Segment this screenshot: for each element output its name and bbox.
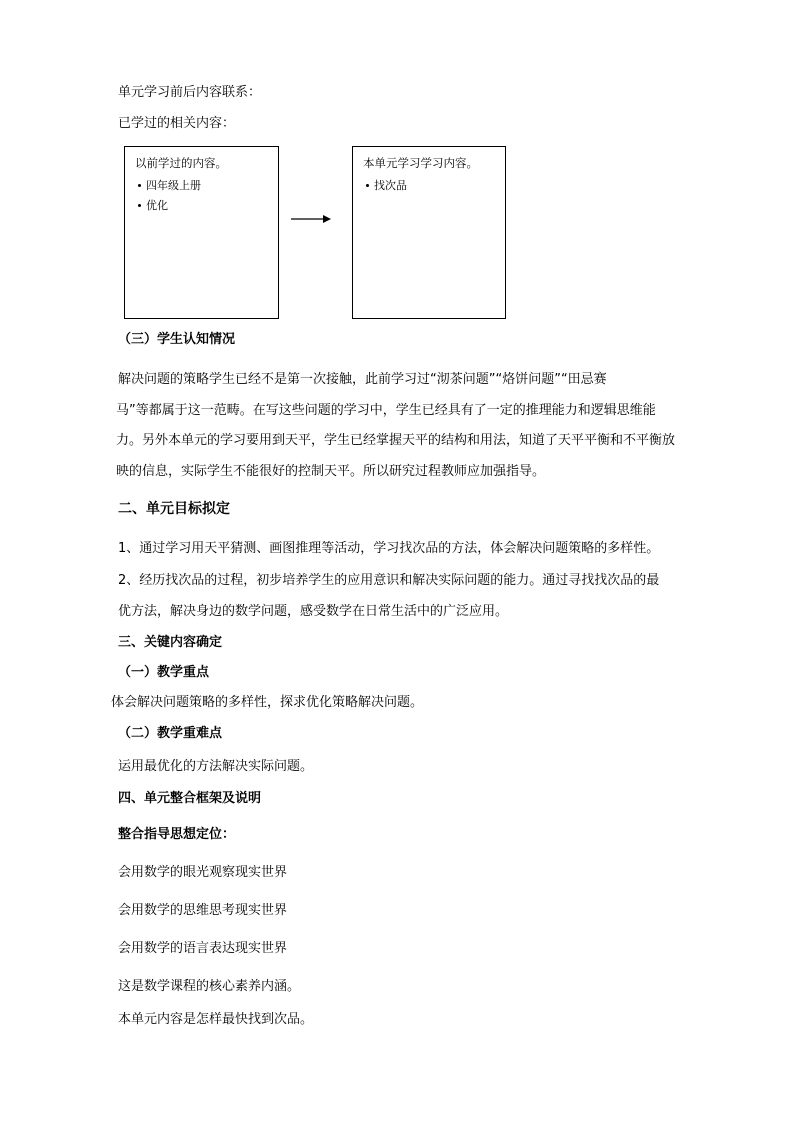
paragraph-line: 解决问题的策略学生已经不是第一次接触，此前学习过“沏茶问题”“烙饼问题”“田忌赛 [118, 372, 607, 387]
difficulty-heading: （二）教学重难点 [118, 726, 223, 741]
framework-line: 本单元内容是怎样最快找到次品。 [118, 1012, 314, 1027]
focus-text: 体会解决问题策略的多样性，探求优化策略解决问题。 [111, 695, 424, 710]
paragraph-line: 力。另外本单元的学习要用到天平，学生已经掌握天平的结构和用法，知道了天平平衡和不平衡放 [116, 433, 676, 448]
previous-content-box [124, 146, 279, 319]
paragraph-line: 映的信息，实际学生不能很好的控制天平。所以研究过程教师应加强指导。 [116, 463, 546, 479]
framework-line: 会用数学的眼光观察现实世界 [118, 865, 288, 880]
key-content-heading: 三、关键内容确定 [118, 635, 223, 650]
current-content-title: 本单元学习学习内容。 [363, 156, 478, 170]
difficulty-text: 运用最优化的方法解决实际问题。 [118, 759, 314, 774]
previous-content-item: 优化 [138, 197, 168, 213]
previous-content-title: 以前学过的内容。 [135, 156, 227, 170]
learned-heading: 已学过的相关内容： [118, 116, 236, 131]
current-content-item: 找次品 [366, 177, 407, 193]
relation-heading: 单元学习前后内容联系： [118, 85, 262, 100]
framework-heading: 四、单元整合框架及说明 [118, 791, 262, 806]
bullet-icon [138, 204, 141, 207]
goals-heading: 二、单元目标拟定 [118, 501, 230, 517]
goal-1: 1、通过学习用天平猜测、画图推理等活动，学习找次品的方法，体会解决问题策略的多样性。 [118, 541, 660, 556]
goal-2-line: 2、经历找次品的过程，初步培养学生的应用意识和解决实际问题的能力。通过寻找找次品的最 [118, 573, 660, 588]
framework-line: 会用数学的思维思考现实世界 [118, 903, 288, 918]
bullet-icon [138, 184, 141, 187]
bullet-icon [366, 184, 369, 187]
cognition-paragraph [118, 365, 706, 487]
framework-line: 会用数学的语言表达现实世界 [118, 941, 288, 956]
guide-heading: 整合指导思想定位： [118, 827, 236, 842]
focus-heading: （一）教学重点 [118, 665, 210, 680]
current-content-box [352, 146, 506, 319]
cognition-heading: （三）学生认知情况 [118, 332, 236, 347]
previous-content-item: 四年级上册 [138, 177, 201, 193]
paragraph-line: 马”等都属于这一范畴。在写这些问题的学习中，学生已经具有了一定的推理能力和逻辑思维能 [116, 402, 656, 418]
framework-line: 这是数学课程的核心素养内涵。 [118, 979, 301, 994]
right-arrow-icon [291, 212, 331, 226]
goal-2-line: 优方法，解决身边的数学问题，感受数学在日常生活中的广泛应用。 [118, 604, 509, 619]
